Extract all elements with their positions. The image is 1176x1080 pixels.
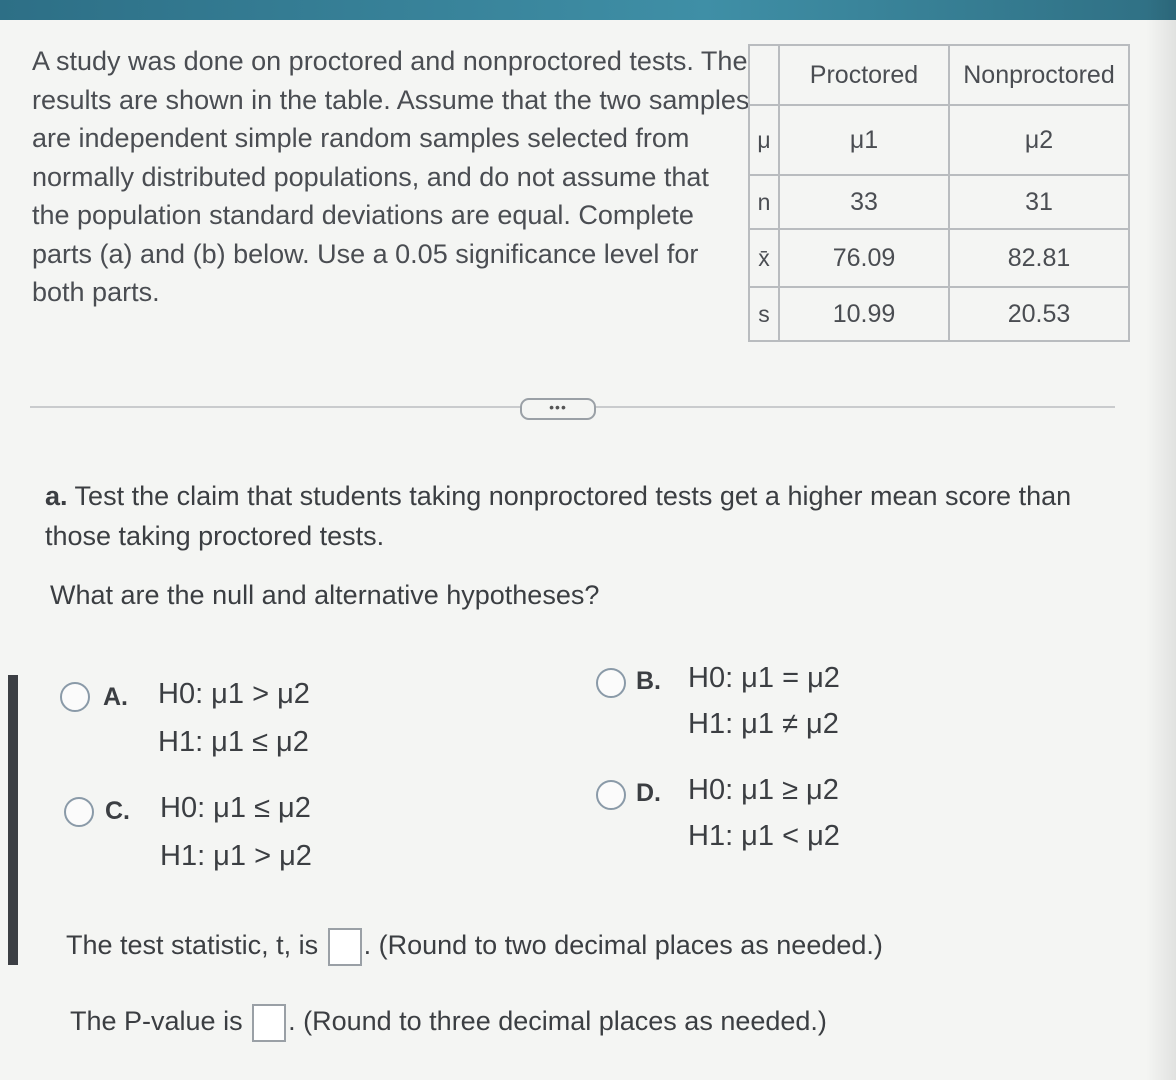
option-a-h0: H0: μ1 > μ2 — [158, 678, 310, 710]
problem-intro: A study was done on proctored and nonproctored tests. The results are shown in the table. Assume that the two samples are independent simple random samples selected from normally distributed populations, and do not assume that the population standard deviations are equal. Complete parts (a) and (b) below. Use a 0.05 significance level for both parts. — [32, 46, 750, 307]
p-value-prefix: The P-value is — [70, 1006, 243, 1037]
row-label-xbar: x̄ — [749, 229, 779, 287]
option-c-h1: H1: μ1 > μ2 — [160, 840, 312, 872]
table-row — [749, 105, 1129, 175]
table-row — [749, 229, 1129, 287]
data-table — [748, 44, 1130, 342]
option-b-h0: H0: μ1 = μ2 — [688, 662, 840, 694]
option-a-h1: H1: μ1 ≤ μ2 — [158, 726, 309, 758]
cell-n2: 31 — [949, 175, 1129, 229]
cell-s1: 10.99 — [779, 287, 949, 341]
part-a-label: a. — [45, 481, 68, 511]
test-statistic-prefix: The test statistic, t, is — [66, 930, 319, 961]
radio-option-d[interactable] — [596, 780, 626, 810]
radio-option-a[interactable] — [60, 682, 90, 712]
radio-option-b[interactable] — [596, 668, 626, 698]
row-label-n: n — [749, 175, 779, 229]
radio-option-c[interactable] — [64, 797, 94, 827]
p-value-suffix: . (Round to three decimal places as needed.) — [288, 1006, 827, 1037]
p-value-input[interactable] — [252, 1004, 286, 1042]
option-b-h1: H1: μ1 ≠ μ2 — [688, 708, 839, 740]
option-a-letter: A. — [103, 683, 128, 711]
cell-xbar2: 82.81 — [949, 229, 1129, 287]
row-label-s: s — [749, 287, 779, 341]
test-statistic-suffix: . (Round to two decimal places as needed.) — [363, 930, 883, 961]
table-header-proctored: Proctored — [779, 45, 949, 105]
option-c-letter: C. — [105, 797, 130, 825]
window-top-bar — [0, 0, 1176, 20]
table-corner-cell — [749, 45, 779, 105]
table-header-nonproctored: Nonproctored — [949, 45, 1129, 105]
option-c-h0: H0: μ1 ≤ μ2 — [160, 792, 311, 824]
cell-mu1: μ1 — [779, 105, 949, 175]
table-row — [749, 175, 1129, 229]
option-d-h0: H0: μ1 ≥ μ2 — [688, 774, 839, 806]
p-value-line — [70, 1004, 827, 1042]
cell-xbar1: 76.09 — [779, 229, 949, 287]
screen-edge-shade — [1146, 0, 1176, 1080]
hypotheses-question: What are the null and alternative hypotheses? — [50, 580, 600, 610]
left-scroll-indicator — [8, 675, 18, 965]
option-d-letter: D. — [636, 779, 661, 807]
expand-more-button[interactable]: ••• — [520, 398, 596, 420]
row-label-mu: μ — [749, 105, 779, 175]
test-statistic-line — [66, 928, 883, 966]
option-b-letter: B. — [636, 667, 661, 695]
cell-mu2: μ2 — [949, 105, 1129, 175]
option-d-h1: H1: μ1 < μ2 — [688, 820, 840, 852]
cell-s2: 20.53 — [949, 287, 1129, 341]
part-a-text: Test the claim that students taking nonproctored tests get a higher mean score than those taking proctored tests. — [45, 481, 1072, 551]
test-statistic-input[interactable] — [328, 928, 362, 966]
table-header-row — [749, 45, 1129, 105]
cell-n1: 33 — [779, 175, 949, 229]
part-a-question — [45, 476, 1125, 556]
table-row — [749, 287, 1129, 341]
